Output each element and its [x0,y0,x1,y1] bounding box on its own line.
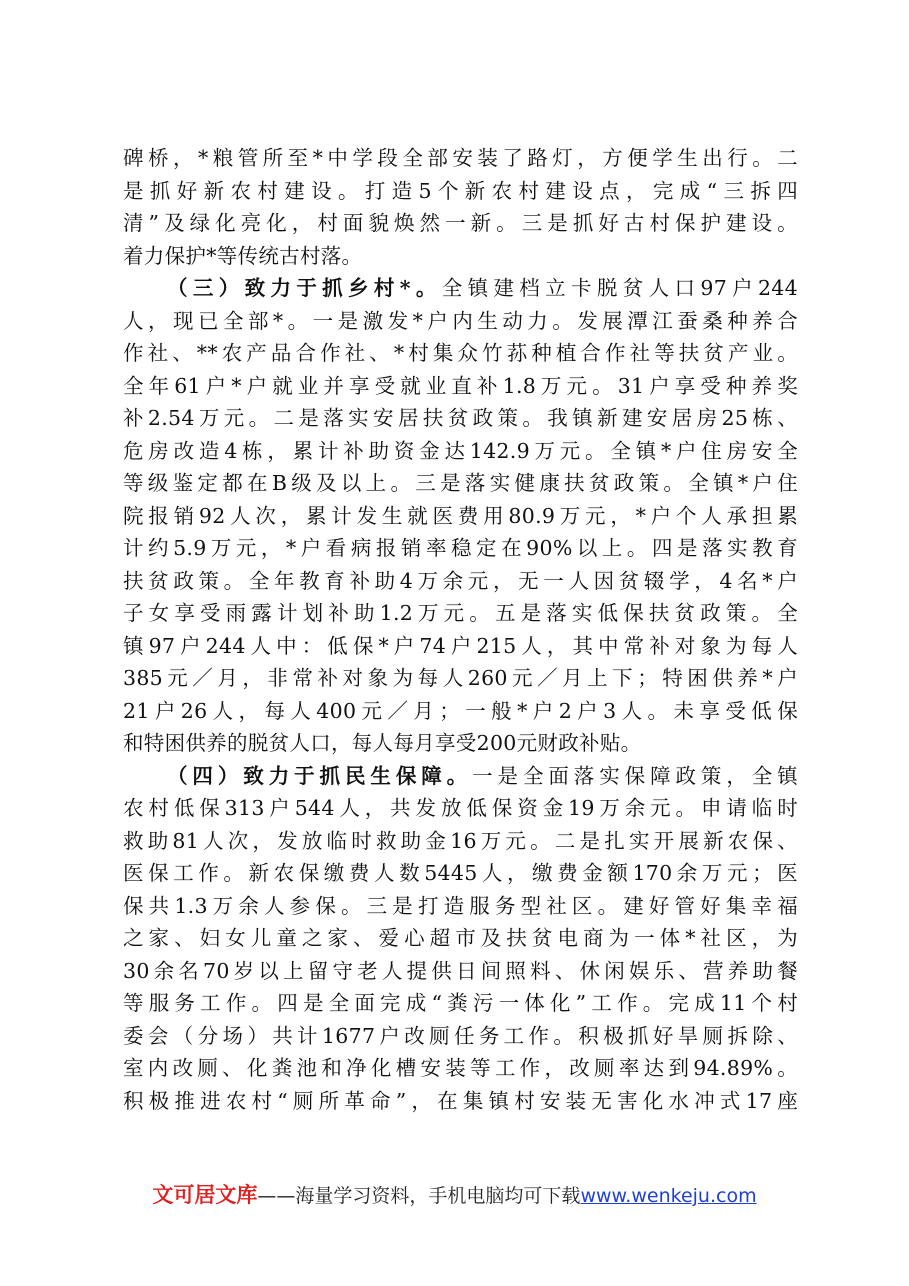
body-line: 之家、妇女儿童之家、爱心超市及扶贫电商为一体*社区，为 [123,926,798,950]
body-line: 385元／月，非常补对象为每人260元／月上下；特困供养*户 [123,666,798,690]
body-line: 救助81人次，发放临时救助金16万元。二是扎实开展新农保、 [123,828,798,853]
body-line: 镇97户244人中：低保*户74户215人，其中常补对象为每人 [123,633,798,658]
body-line: 委会（分场）共计1677户改厕任务工作。积极抓好旱厕拆除、 [123,1023,798,1048]
body-line-text: 全镇建档立卡脱贫人口97户244 [441,276,798,300]
footer-site-link[interactable]: www.wenkeju.com [580,1185,757,1207]
body-line: 等级鉴定都在B级及以上。三是落实健康扶贫政策。全镇*户住 [123,471,798,495]
footer-brand: 文可居文库 [152,1183,258,1207]
body-line: 碑桥，*粮管所至*中学段全部安装了路灯，方便学生出行。二 [123,146,798,170]
body-line: 医保工作。新农保缴费人数5445人，缴费金额170余万元；医 [123,861,798,885]
section-4-heading: （四）致力于抓民生保障。 [167,763,473,788]
body-line: 保共1.3万余人参保。三是打造服务型社区。建好管好集幸福 [123,893,798,918]
body-line: 和特困供养的脱贫人口，每人每月享受200元财政补贴。 [123,731,642,755]
footer-slogan: ——海量学习资料，手机电脑均可下载 [257,1185,581,1207]
watermark-footer [0,1180,909,1211]
body-line: 扶贫政策。全年教育补助4万余元，无一人因贫辍学，4名*户 [123,568,798,593]
body-line: 子女享受雨露计划补助1.2万元。五是落实低保扶贫政策。全 [123,601,798,625]
body-line: 21户26人，每人400元／月；一般*户2户3人。未享受低保 [123,698,798,723]
body-line: 着力保护*等传统古村落。 [123,243,363,268]
body-line: 危房改造4栋，累计补助资金达142.9万元。全镇*户住房安全 [123,438,798,463]
document-body [123,142,798,1117]
section-3-first-line [123,272,798,305]
body-line: 30余名70岁以上留守老人提供日间照料、休闲娱乐、营养助餐 [123,958,798,983]
body-line: 全年61户*户就业并享受就业直补1.8万元。31户享受种养奖 [123,373,798,398]
body-line: 人，现已全部*。一是激发*户内生动力。发展潭江蚕桑种养合 [123,308,798,333]
body-line: 作社、**农产品合作社、*村集众竹荪种植合作社等扶贫产业。 [123,341,798,365]
body-line: 补2.54万元。二是落实安居扶贫政策。我镇新建安居房25栋、 [123,406,798,430]
body-line: 等服务工作。四是全面完成“粪污一体化”工作。完成11个村 [123,991,798,1015]
body-line: 室内改厕、化粪池和净化槽安装等工作，改厕率达到94.89%。 [123,1056,798,1080]
section-4-first-line [123,760,798,793]
body-line-text: 一是全面落实保障政策，全镇 [472,763,798,788]
body-line: 院报销92人次，累计发生就医费用80.9万元，*户个人承担累 [123,503,798,528]
section-3-heading: （三）致力于抓乡村*。 [167,276,442,300]
body-line: 是抓好新农村建设。打造5个新农村建设点，完成“三拆四 [123,178,798,203]
body-line: 计约5.9万元，*户看病报销率稳定在90%以上。四是落实教育 [123,536,798,560]
body-line: 农村低保313户544人，共发放低保资金19万余元。申请临时 [123,796,798,820]
body-line: 积极推进农村“厕所革命”，在集镇村安装无害化水冲式17座 [123,1088,798,1113]
body-line: 清”及绿化亮化，村面貌焕然一新。三是抓好古村保护建设。 [123,211,798,235]
